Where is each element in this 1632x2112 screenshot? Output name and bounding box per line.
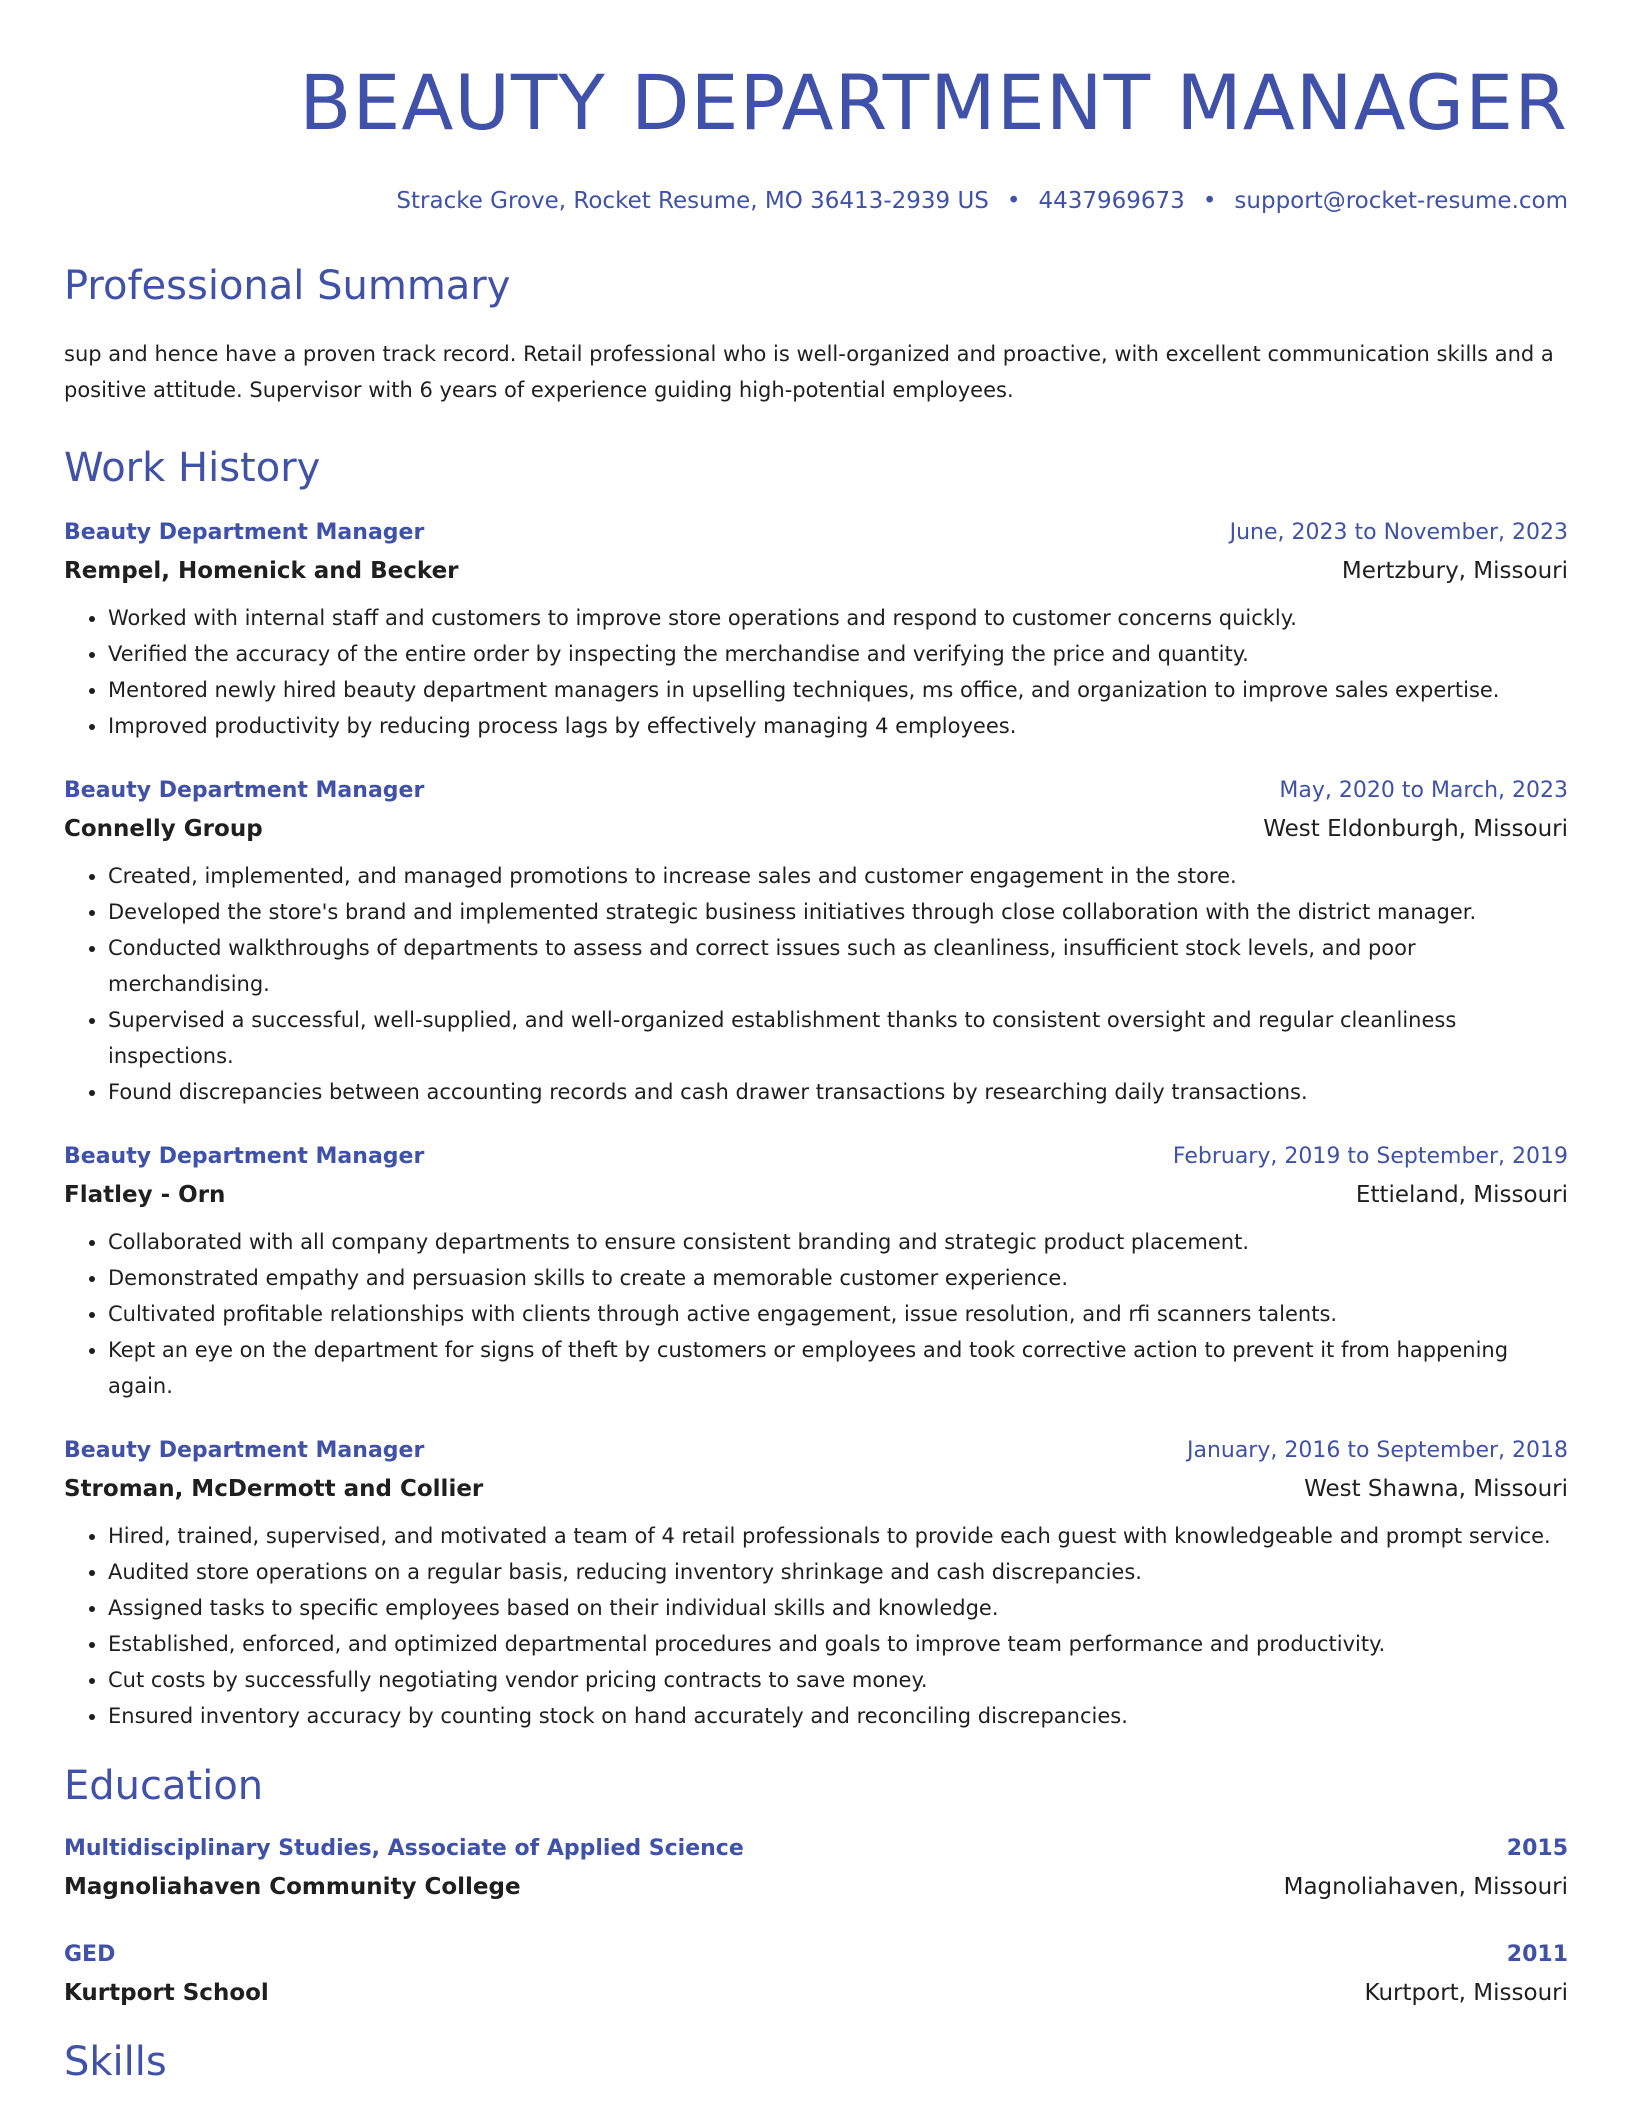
job-role: Beauty Department Manager <box>64 1438 425 1463</box>
education-year: 2015 <box>1506 1836 1568 1861</box>
job-bullet: • Assigned tasks to specific employees based on their individual skills and knowledge. <box>108 1590 1568 1626</box>
section-title-work-history: Work History <box>64 445 321 491</box>
job-bullet: • Collaborated with all company departments to ensure consistent branding and strategic product placement. <box>108 1224 1568 1260</box>
job-bullet: • Improved productivity by reducing process lags by effectively managing 4 employees. <box>108 708 1568 744</box>
separator-dot: • <box>1006 188 1021 214</box>
education-degree: Multidisciplinary Studies, Associate of Applied Science <box>64 1836 744 1861</box>
education-degree: GED <box>64 1942 116 1967</box>
job-bullet: • Verified the accuracy of the entire order by inspecting the merchandise and verifying the price and quantity. <box>108 636 1568 672</box>
job-bullet: • Developed the store's brand and implemented strategic business initiatives through close collaboration with the district manager. <box>108 894 1568 930</box>
job-bullet: • Conducted walkthroughs of departments to assess and correct issues such as cleanliness, insufficient stock levels, and poor merchandising. <box>108 930 1568 1002</box>
job-dates: May, 2020 to March, 2023 <box>1279 778 1568 803</box>
job-entry <box>64 772 1568 1110</box>
job-location: Mertzbury, Missouri <box>1341 558 1568 584</box>
job-bullet: • Created, implemented, and managed promotions to increase sales and customer engagement in the store. <box>108 858 1568 894</box>
job-bullet: • Audited store operations on a regular basis, reducing inventory shrinkage and cash discrepancies. <box>108 1554 1568 1590</box>
job-location: West Eldonburgh, Missouri <box>1263 816 1568 842</box>
education-entry <box>64 1830 1568 1906</box>
education-year: 2011 <box>1506 1942 1568 1967</box>
job-bullet: • Cut costs by successfully negotiating vendor pricing contracts to save money. <box>108 1662 1568 1698</box>
education-location: Kurtport, Missouri <box>1364 1980 1568 2006</box>
job-location: Ettieland, Missouri <box>1355 1182 1568 1208</box>
contact-address: Stracke Grove, Rocket Resume, MO 36413-2939 US <box>396 188 989 214</box>
job-bullet: • Worked with internal staff and customers to improve store operations and respond to customer concerns quickly. <box>108 600 1568 636</box>
education-school: Magnoliahaven Community College <box>64 1874 521 1900</box>
job-bullets <box>64 1518 1568 1734</box>
education-school: Kurtport School <box>64 1980 269 2006</box>
job-entry <box>64 1138 1568 1404</box>
contact-email: support@rocket-resume.com <box>1234 188 1568 214</box>
education-entry <box>64 1936 1568 2012</box>
job-role: Beauty Department Manager <box>64 1144 425 1169</box>
job-role: Beauty Department Manager <box>64 520 425 545</box>
job-dates: January, 2016 to September, 2018 <box>1186 1438 1568 1463</box>
section-title-education: Education <box>64 1763 264 1809</box>
job-bullet: • Mentored newly hired beauty department managers in upselling techniques, ms office, and organization to improve sales expertise. <box>108 672 1568 708</box>
contact-phone: 4437969673 <box>1038 188 1185 214</box>
section-title-summary: Professional Summary <box>64 263 511 309</box>
job-dates: February, 2019 to September, 2019 <box>1172 1144 1568 1169</box>
separator-dot: • <box>1202 188 1217 214</box>
job-bullet: • Ensured inventory accuracy by counting stock on hand accurately and reconciling discrepancies. <box>108 1698 1568 1734</box>
summary-text: sup and hence have a proven track record. Retail professional who is well-organized and proactive, with excellent communication skills and a positive attitude. Supervisor with 6 years of experience guiding high-potential employees. <box>64 342 1554 402</box>
job-bullet: • Kept an eye on the department for signs of theft by customers or employees and took corrective action to prevent it from happening again. <box>108 1332 1568 1404</box>
job-entry <box>64 1432 1568 1734</box>
job-bullet: • Hired, trained, supervised, and motivated a team of 4 retail professionals to provide each guest with knowledgeable and prompt service. <box>108 1518 1568 1554</box>
job-location: West Shawna, Missouri <box>1304 1476 1568 1502</box>
job-bullet: • Established, enforced, and optimized departmental procedures and goals to improve team performance and productivity. <box>108 1626 1568 1662</box>
job-company: Connelly Group <box>64 816 263 842</box>
section-title-skills: Skills <box>64 2039 167 2085</box>
job-bullet: • Supervised a successful, well-supplied, and well-organized establishment thanks to consistent oversight and regular cleanliness inspections. <box>108 1002 1568 1074</box>
resume-name: BEAUTY DEPARTMENT MANAGER <box>299 58 1568 147</box>
contact-line <box>64 186 1568 216</box>
job-bullet: • Demonstrated empathy and persuasion skills to create a memorable customer experience. <box>108 1260 1568 1296</box>
job-bullet: • Found discrepancies between accounting records and cash drawer transactions by researching daily transactions. <box>108 1074 1568 1110</box>
job-dates: June, 2023 to November, 2023 <box>1229 520 1568 545</box>
job-bullets <box>64 858 1568 1110</box>
job-company: Flatley - Orn <box>64 1182 226 1208</box>
job-company: Rempel, Homenick and Becker <box>64 558 459 584</box>
job-role: Beauty Department Manager <box>64 778 425 803</box>
job-bullets <box>64 600 1568 744</box>
job-company: Stroman, McDermott and Collier <box>64 1476 484 1502</box>
job-entry <box>64 514 1568 744</box>
job-bullet: • Cultivated profitable relationships with clients through active engagement, issue resolution, and rfi scanners talents. <box>108 1296 1568 1332</box>
education-location: Magnoliahaven, Missouri <box>1283 1874 1568 1900</box>
job-bullets <box>64 1224 1568 1404</box>
